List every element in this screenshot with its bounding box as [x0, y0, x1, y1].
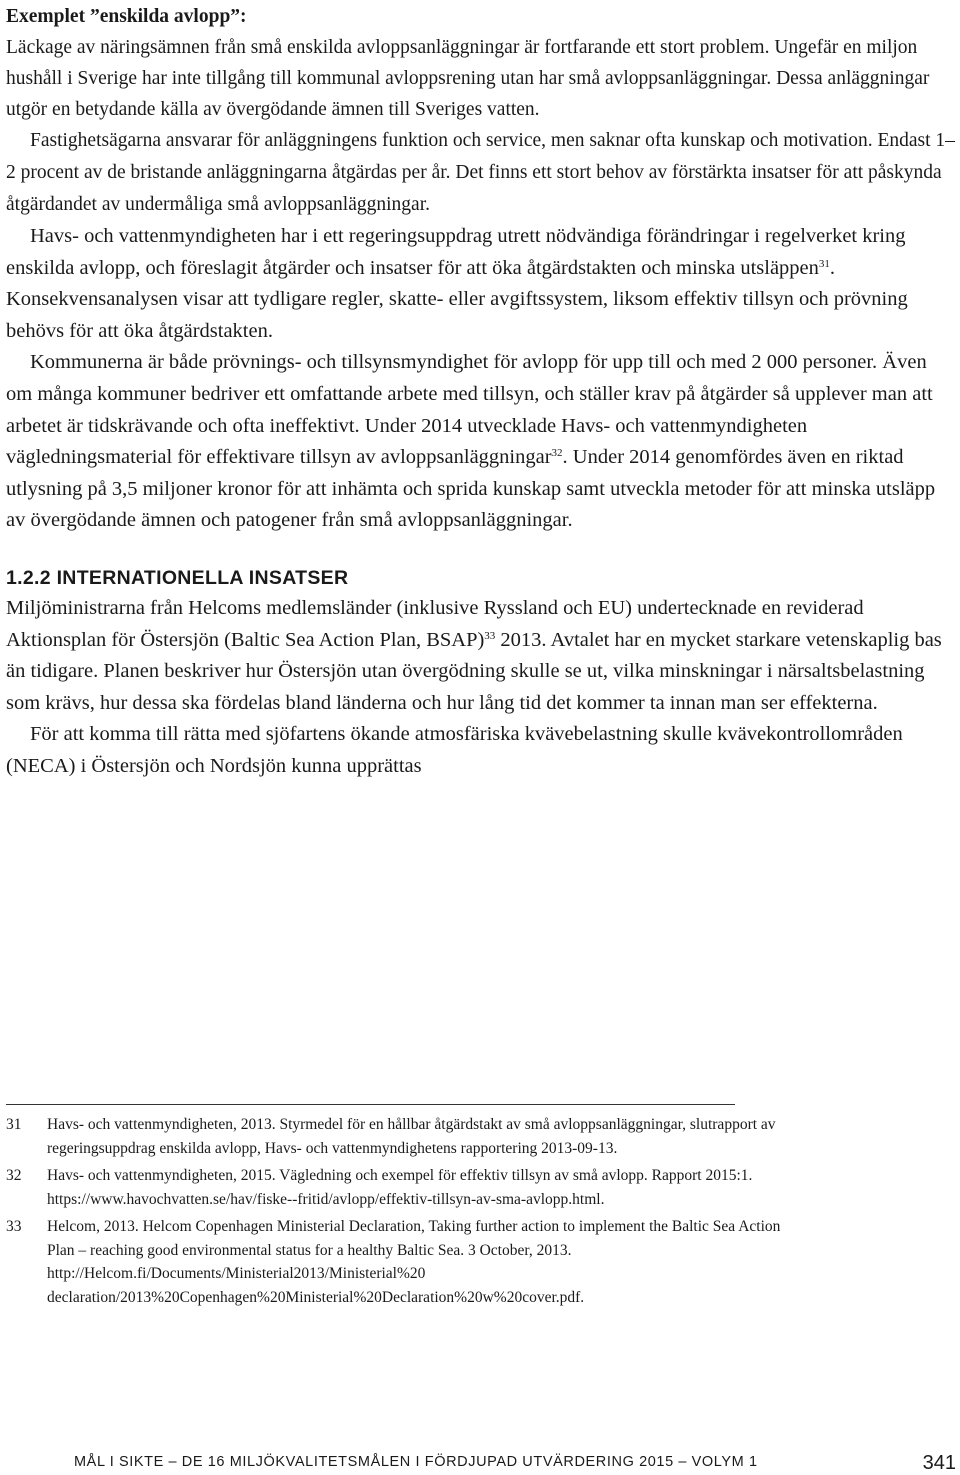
- footnote-divider: [6, 1104, 735, 1105]
- section-paragraph-1: [6, 593, 956, 719]
- footnote-ref-33: 33: [484, 629, 496, 642]
- footnote-ref-32: 32: [551, 447, 563, 460]
- body-paragraph-2-text-a: Kommunerna är både prövnings- och tillsynsmyndighet för avlopp för upp till och med 2 000 personer. Även om många kommuner bedriver ett omfattande arbete med tillsyn, och ställer krav på åtgärder så upplever man att arbetet är tidskrävande och ofta ineffektivt. Under 2014 utvecklade Havs- och vattenmyndigheten vägledningsmaterial för effektivare tillsyn av avloppsanläggningar: [6, 351, 933, 469]
- footnote-32: [6, 1164, 806, 1211]
- document-page: [6, 0, 956, 1306]
- footnotes: [6, 1113, 806, 1313]
- body-paragraph-1: [6, 221, 956, 347]
- running-footer: MÅL I SIKTE – DE 16 MILJÖKVALITETSMÅLEN I FÖRDJUPAD UTVÄRDERING 2015 – VOLYM 1: [74, 1454, 758, 1470]
- page-number: 341: [922, 1452, 956, 1474]
- body-paragraph-2: [6, 347, 956, 537]
- footnote-33: [6, 1215, 806, 1309]
- example-box-title: Exemplet ”enskilda avlopp”:: [6, 6, 247, 27]
- section-paragraph-2: För att komma till rätta med sjöfartens ökande atmosfäriska kvävebelastning skulle kvävekontrollområden (NECA) i Östersjön och Nordsjön kunna upprättas: [6, 723, 903, 777]
- footnote-text: Havs- och vattenmyndigheten, 2013. Styrmedel för en hållbar åtgärdstakt av små avloppsanläggningar, slutrapport av regeringsuppdrag enskilda avlopp, Havs- och vattenmyndighetens rapportering 2013-09-13.: [47, 1116, 776, 1157]
- footnote-text: Havs- och vattenmyndigheten, 2015. Vägledning och exempel för effektiv tillsyn av små avlopp. Rapport 2015:1. https://www.havochvatten.se/hav/fiske--fritid/avlopp/effektiv-tillsyn-av-sma-avlopp.html.: [47, 1167, 753, 1208]
- section-heading: 1.2.2 INTERNATIONELLA INSATSER: [6, 566, 349, 589]
- example-box-paragraph-1: Läckage av näringsämnen från små enskilda avloppsanläggningar är fortfarande ett stort problem. Ungefär en miljon hushåll i Sverige har inte tillgång till kommunal avloppsrening utan har små avloppsanläggningar. Dessa anläggningar utgör en betydande källa av övergödande ämnen till Sveriges vatten.: [6, 37, 930, 120]
- section-paragraph-1-text-b: 2013. Avtalet har en mycket starkare vetenskaplig bas än tidigare. Planen beskriver hur Östersjön utan övergödning skulle se ut, vilka minskningar i närsaltsbelastning som krävs, hur dessa ska fördelas bland länderna och hur lång tid det kommer ta innan man ser effekterna.: [6, 628, 942, 714]
- footnote-text: Helcom, 2013. Helcom Copenhagen Ministerial Declaration, Taking further action to implement the Baltic Sea Action Plan – reaching good environmental status for a healthy Baltic Sea. 3 October, 2013. http://Helcom.fi/Documents/Ministerial2013/Ministerial%20 declaration/2013%20Copenhagen%20Ministerial%20Declaration%20w%20cover.pdf.: [47, 1218, 781, 1306]
- footnote-31: [6, 1113, 806, 1160]
- section-paragraph-1-text-a: Miljöministrarna från Helcoms medlemsländer (inklusive Ryssland och EU) undertecknade en reviderad Aktionsplan för Östersjön (Baltic Sea Action Plan, BSAP): [6, 596, 864, 651]
- footnote-ref-31: 31: [818, 257, 830, 270]
- body-paragraph-1-text-b: . Konsekvensanalysen visar att tydligare regler, skatte- eller avgiftssystem, liksom effektiv tillsyn och prövning behövs för att öka åtgärdstakten.: [6, 256, 908, 342]
- footnote-number: 33: [6, 1218, 22, 1235]
- example-box: [6, 5, 956, 221]
- body-paragraph-1-text-a: Havs- och vattenmyndigheten har i ett regeringsuppdrag utrett nödvändiga förändringar i regelverket kring enskilda avlopp, och föreslagit åtgärder och insatser för att öka åtgärdstakten och minska utsläppen: [6, 225, 906, 279]
- body-paragraph-2-text-b: . Under 2014 genomfördes även en riktad utlysning på 3,5 miljoner kronor för att inhämta och sprida kunskap samt utveckla metoder för att minska utsläpp av övergödande ämnen och patogener från små avloppsanläggningar.: [6, 446, 936, 532]
- footnote-number: 32: [6, 1167, 22, 1184]
- example-box-paragraph-2: Fastighetsägarna ansvarar för anläggningens funktion och service, men saknar ofta kunskap och motivation. Endast 1–2 procent av de bristande anläggningarna åtgärdas per år. Det finns ett stort behov av förstärkta insatser för att påskynda åtgärdandet av undermåliga små avloppsanläggningar.: [6, 130, 955, 215]
- footnote-number: 31: [6, 1116, 22, 1133]
